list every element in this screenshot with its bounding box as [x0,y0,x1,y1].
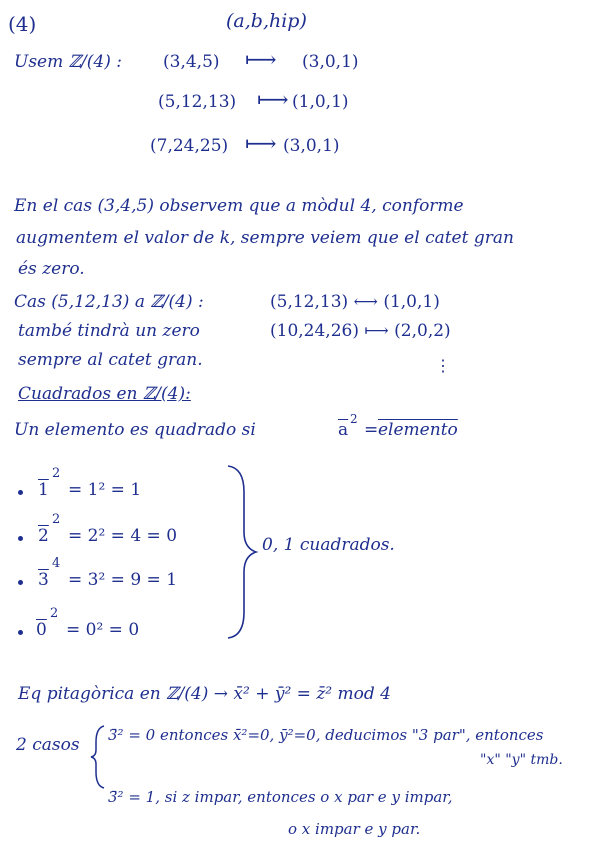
bullet-dot [18,580,23,585]
cas-mapping: (5,12,13) ⟷ (1,0,1) [270,292,440,312]
casos-label: 2 casos [16,735,80,755]
mapping-to: (1,0,1) [292,92,349,112]
maps-to-arrow: ⟼ [245,48,277,73]
maps-to-arrow: ⟼ [245,132,277,157]
case-one-note: "x" "y" tmb. [480,752,563,768]
square-rest: = 3² = 9 = 1 [68,570,178,590]
definition-equals: = [364,420,379,440]
cas-mapping: (10,24,26) ⟼ (2,0,2) [270,321,451,341]
right-brace [222,462,262,642]
square-rest: = 1² = 1 [68,480,142,500]
square-base: 3 [38,570,49,590]
cas-line: Cas (5,12,13) a ℤ/(4) : [14,292,204,312]
problem-number: (4) [8,12,37,36]
cas-line: sempre al catet gran. [18,350,203,370]
bullet-dot [18,490,23,495]
case-two-continued: o x impar e y par. [288,820,421,838]
bullet-dot [18,536,23,541]
left-brace [90,724,108,790]
definition-exponent: 2 [350,412,358,426]
maps-to-arrow: ⟼ [257,88,289,113]
mapping-to: (3,0,1) [302,52,359,72]
square-exponent: 2 [50,606,59,621]
case-two: 3̄² = 1, si z impar, entonces o x par e y impar, [108,788,453,806]
section-heading: Cuadrados en ℤ/(4): [18,384,191,404]
square-exponent: 2 [52,466,61,481]
bullet-dot [18,630,23,635]
mapping-from: (5,12,13) [158,92,237,112]
square-base: 2 [38,526,49,546]
square-base: 1 [38,480,49,500]
vertical-dots: ⋮ [435,356,451,375]
pythagorean-equation: Eq pitagòrica en ℤ/(4) → x̄² + ȳ² = z̄² mod 4 [18,684,391,704]
squares-conclusion: 0, 1 cuadrados. [262,535,395,555]
definition-symbol: $\overline{a}$ [338,420,349,440]
triple-label: (a,b,hip) [226,10,307,32]
mappings-label: Usem ℤ/(4) : [14,52,122,72]
square-exponent: 4 [52,556,61,571]
case-one: 3̄² = 0 entonces x̄²=0, ȳ²=0, deducimos "3 par", entonces [108,726,544,744]
paragraph-line: En el cas (3,4,5) observem que a mòdul 4, conforme [14,196,464,216]
mapping-from: (3,4,5) [163,52,220,72]
paragraph-line: és zero. [18,259,85,279]
square-base: 0 [36,620,47,640]
square-rest: = 0² = 0 [66,620,140,640]
square-rest: = 2² = 4 = 0 [68,526,178,546]
cas-line: també tindrà un zero [18,321,200,341]
square-exponent: 2 [52,512,61,527]
paragraph-line: augmentem el valor de k, sempre veiem que el catet gran [16,228,514,248]
mapping-to: (3,0,1) [283,136,340,156]
mapping-from: (7,24,25) [150,136,229,156]
definition-text: Un elemento es quadrado si [14,420,256,440]
definition-element: elemento [378,420,458,440]
